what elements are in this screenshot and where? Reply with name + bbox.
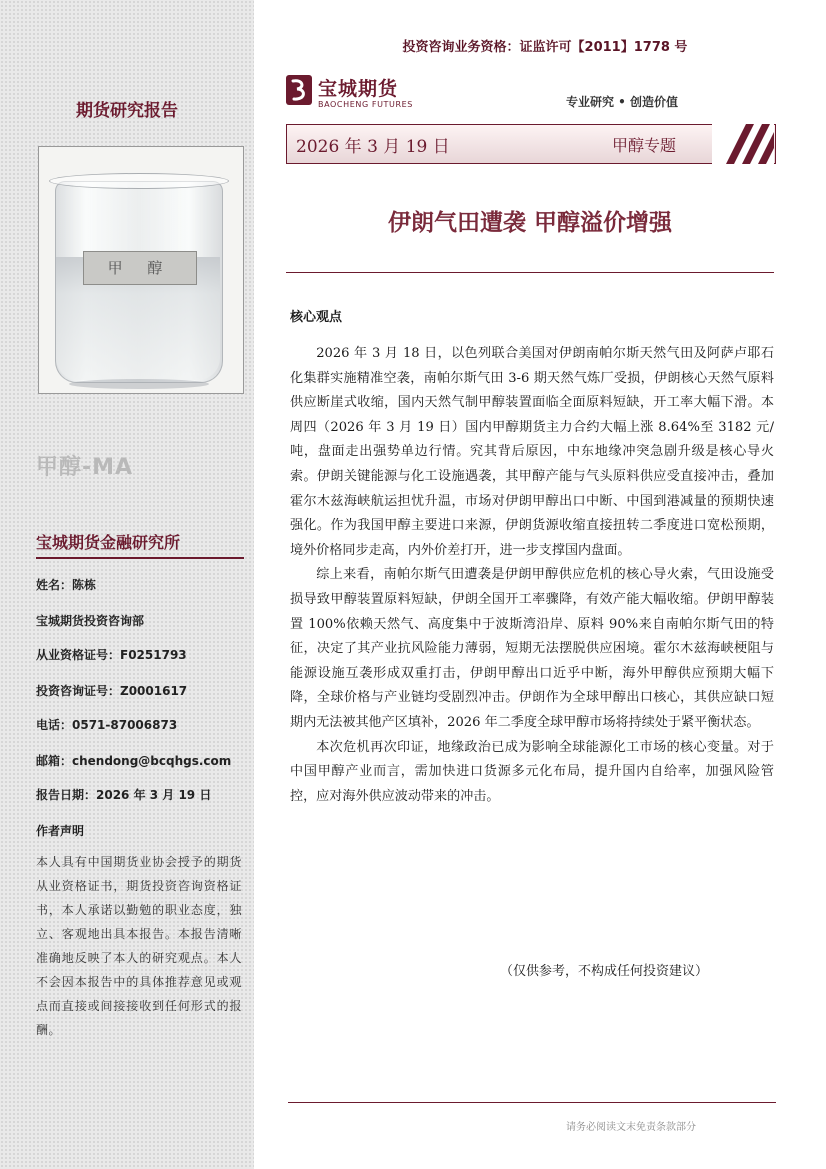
commodity-name: 甲醇-MA	[36, 455, 134, 480]
body-text	[290, 342, 774, 809]
report-date-info: 报告日期：2026 年 3 月 19 日	[36, 788, 212, 802]
headline: 伊朗气田遭袭 甲醇溢价增强	[387, 210, 672, 236]
institute-divider	[36, 557, 244, 559]
divider-top	[286, 272, 774, 273]
banner-stripes	[712, 124, 774, 164]
bc-logo-icon	[285, 74, 313, 106]
declaration-title: 作者声明	[36, 824, 85, 838]
license-text: 投资咨询业务资格：证监许可【2011】1778 号	[402, 40, 688, 55]
disclaimer: （仅供参考，不构成任何投资建议）	[500, 964, 709, 979]
declaration-body: 本人具有中国期货业协会授予的期货从业资格证书，期货投资咨询资格证书，本人承诺以勤勉的职业态度，独立、客观地出具本报告。本报告清晰准确地反映了本人的研究观点。本人不会因本报告中的具体推荐意见或观点而直接或间接接收到任何形式的报酬。	[36, 855, 242, 1037]
logo-text-cn: 宝城期货	[318, 78, 399, 100]
sidebar	[0, 0, 254, 1169]
consulting-id: 投资咨询证号：Z0001617	[36, 684, 188, 698]
logo-text-en: BAOCHENG FUTURES	[318, 100, 413, 109]
beaker-base	[69, 379, 209, 389]
footer-note: 请务必阅读文末免责条款部分	[566, 1122, 696, 1133]
analyst-name: 姓名：陈栋	[36, 578, 97, 592]
section-title: 核心观点	[290, 310, 343, 325]
report-type: 期货研究报告	[76, 101, 178, 121]
beaker-rim	[49, 173, 229, 189]
date-banner	[286, 124, 774, 162]
banner-date: 2026 年 3 月 19 日	[296, 137, 450, 157]
paragraph: 本次危机再次印证，地缘政治已成为影响全球能源化工市场的核心变量。对于中国甲醇产业而言，需加快进口货源多元化布局，提升国内自给率，加强风险管控，应对海外供应波动带来的冲击。	[290, 739, 774, 804]
email-link[interactable]: 邮箱：chendong@bcqhgs.com	[36, 754, 232, 768]
department: 宝城期货投资咨询部	[36, 614, 145, 628]
qualification-id: 从业资格证号：F0251793	[36, 648, 187, 662]
institute-name: 宝城期货金融研究所	[36, 533, 181, 552]
paragraph: 2026 年 3 月 18 日，以色列联合美国对伊朗南帕尔斯天然气田及阿萨卢耶石化集群实施精准空袭，南帕尔斯气田 3-6 期天然气炼厂受损，伊朗核心天然气原料供应断崖式收缩，国内天然气制甲醇装置面临全面原料短缺，开工率大幅下滑。本周四（2026 年 3 月 19 日）国内甲醇期货主力合约大幅上涨 8.64%至 3182 元/吨，盘面走出强势单边行情。究其背后原因，中东地缘冲突急剧升级是核心导火索。伊朗关键能源与化工设施遇袭，其甲醇产能与气头原料供应受直接冲击，叠加霍尔木兹海峡航运担忧升温，市场对伊朗甲醇出口中断、中国到港减量的预期快速强化。作为我国甲醇主要进口来源，伊朗货源收缩直接扭转二季度进口宽松预期，境外价格同步走高，内外价差打开，进一步支撑国内盘面。	[290, 346, 774, 558]
methanol-beaker-photo	[38, 146, 244, 394]
phone: 电话：0571-87006873	[36, 718, 178, 732]
slogan: 专业研究 • 创造价值	[566, 95, 679, 109]
divider-bottom	[288, 1102, 776, 1103]
beaker-label: 甲 醇	[83, 251, 197, 285]
banner-topic: 甲醇专题	[612, 136, 677, 155]
paragraph: 综上来看，南帕尔斯气田遭袭是伊朗甲醇供应危机的核心导火索，气田设施受损导致甲醇装置原料短缺，伊朗全国开工率骤降，有效产能大幅收缩。伊朗甲醇装置 100%依赖天然气、高度集中于波斯湾沿岸、原料 90%来自南帕尔斯气田的特征，决定了其产业抗风险能力薄弱，短期无法摆脱供应困境。霍尔木兹海峡梗阻与能源设施互袭形成双重打击，伊朗甲醇出口近乎中断，海外甲醇供应预期大幅下降，全球价格与产业链均受剧烈冲击。伊朗作为全球甲醇出口核心，其供应缺口短期内无法被其他产区填补，2026 年二季度全球甲醇市场将持续处于紧平衡状态。	[290, 567, 774, 730]
